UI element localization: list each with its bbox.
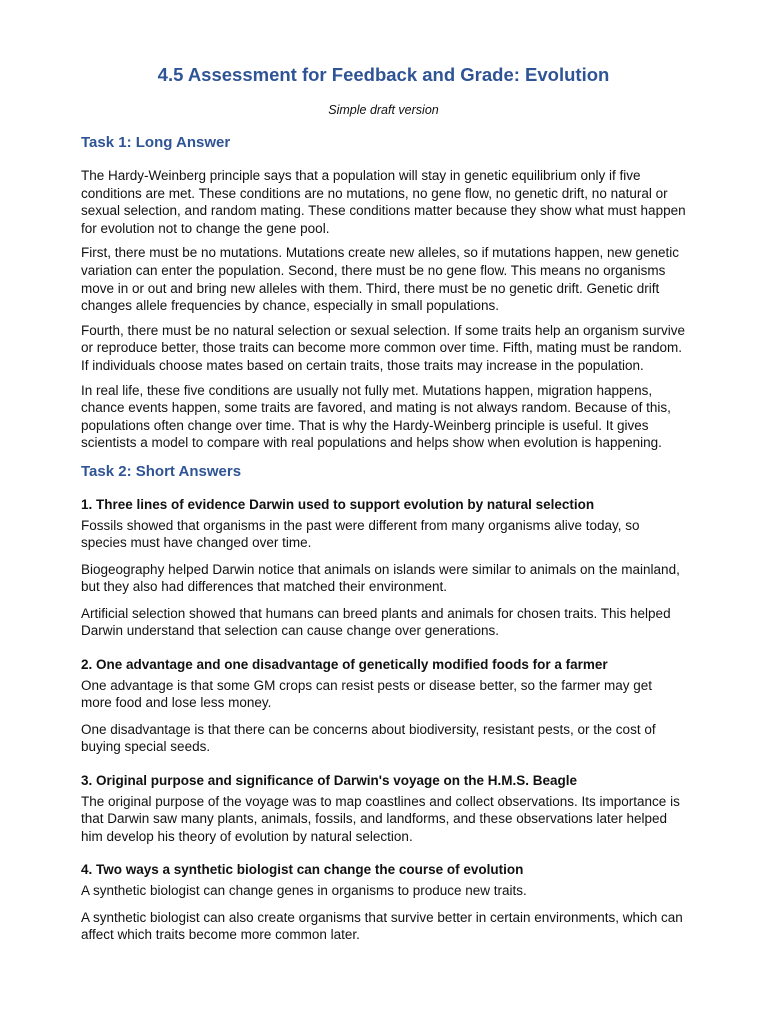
answer-paragraph: A synthetic biologist can also create organisms that survive better in certain environments, which can affect which traits become more common later. [81, 909, 683, 943]
task1-section [81, 133, 686, 452]
task1-heading: Task 1: Long Answer [81, 134, 231, 151]
task2-heading: Task 2: Short Answers [81, 462, 242, 480]
task1-body [81, 167, 686, 452]
answer-paragraph: Fossils showed that organisms in the past were different from many organisms alive today, so species must have changed over time. [81, 517, 640, 551]
question-block [81, 656, 686, 756]
question-heading: 4. Two ways a synthetic biologist can change the course of evolution [81, 862, 524, 878]
answer-paragraph: A synthetic biologist can change genes in organisms to produce new traits. [81, 883, 527, 898]
task1-paragraph: In real life, these five conditions are usually not fully met. Mutations happen, migration happens, chance events happen, some traits are favored, and mating is not always random. Because of this, populations often change over time. That is why the Hardy-Weinberg principle is useful. It gives scientists a model to compare with real populations and helps show when evolution is happening. [81, 382, 671, 451]
document-subtitle: Simple draft version [328, 103, 439, 117]
answer-paragraph: One disadvantage is that there can be concerns about biodiversity, resistant pests, or the cost of buying special seeds. [81, 721, 656, 755]
task1-paragraph: First, there must be no mutations. Mutations create new alleles, so if mutations happen, new genetic variation can enter the population. Second, there must be no gene flow. This means no organisms move in or out and bring new alleles with them. Third, there must be no genetic drift. Genetic drift changes allele frequencies by chance, especially in small populations. [81, 245, 680, 314]
question-block [81, 496, 686, 640]
task1-paragraph: Fourth, there must be no natural selection or sexual selection. If some traits help an organism survive or reproduce better, those traits can become more common over time. Fifth, mating must be random. If individuals choose mates based on certain traits, those traits may increase in the population. [81, 322, 686, 373]
question-heading: 3. Original purpose and significance of Darwin's voyage on the H.M.S. Beagle [81, 773, 578, 789]
document-title: 4.5 Assessment for Feedback and Grade: Evolution [157, 64, 610, 85]
question-block [81, 861, 686, 943]
answer-paragraph: One advantage is that some GM crops can resist pests or disease better, so the farmer may get more food and lose less money. [81, 677, 653, 711]
task2-section [81, 462, 686, 944]
answer-paragraph: Biogeography helped Darwin notice that animals on islands were similar to animals on the mainland, but they also had differences that matched their environment. [81, 561, 680, 595]
task1-paragraph: The Hardy-Weinberg principle says that a population will stay in genetic equilibrium only if five conditions are met. These conditions are no mutations, no gene flow, no genetic drift, no natural or sexual selection, and random mating. These conditions matter because they show what must happen for evolution not to change the gene pool. [81, 168, 686, 236]
question-block [81, 772, 686, 845]
question-heading: 2. One advantage and one disadvantage of genetically modified foods for a farmer [81, 657, 608, 673]
answer-paragraph: The original purpose of the voyage was to map coastlines and collect observations. Its importance is that Darwin saw many plants, animals, fossils, and landforms, and these observations later helped him develop his theory of evolution by natural selection. [81, 793, 680, 844]
answer-paragraph: Artificial selection showed that humans can breed plants and animals for chosen traits. This helped Darwin understand that selection can cause change over generations. [81, 605, 671, 639]
question-heading: 1. Three lines of evidence Darwin used to support evolution by natural selection [81, 496, 595, 512]
